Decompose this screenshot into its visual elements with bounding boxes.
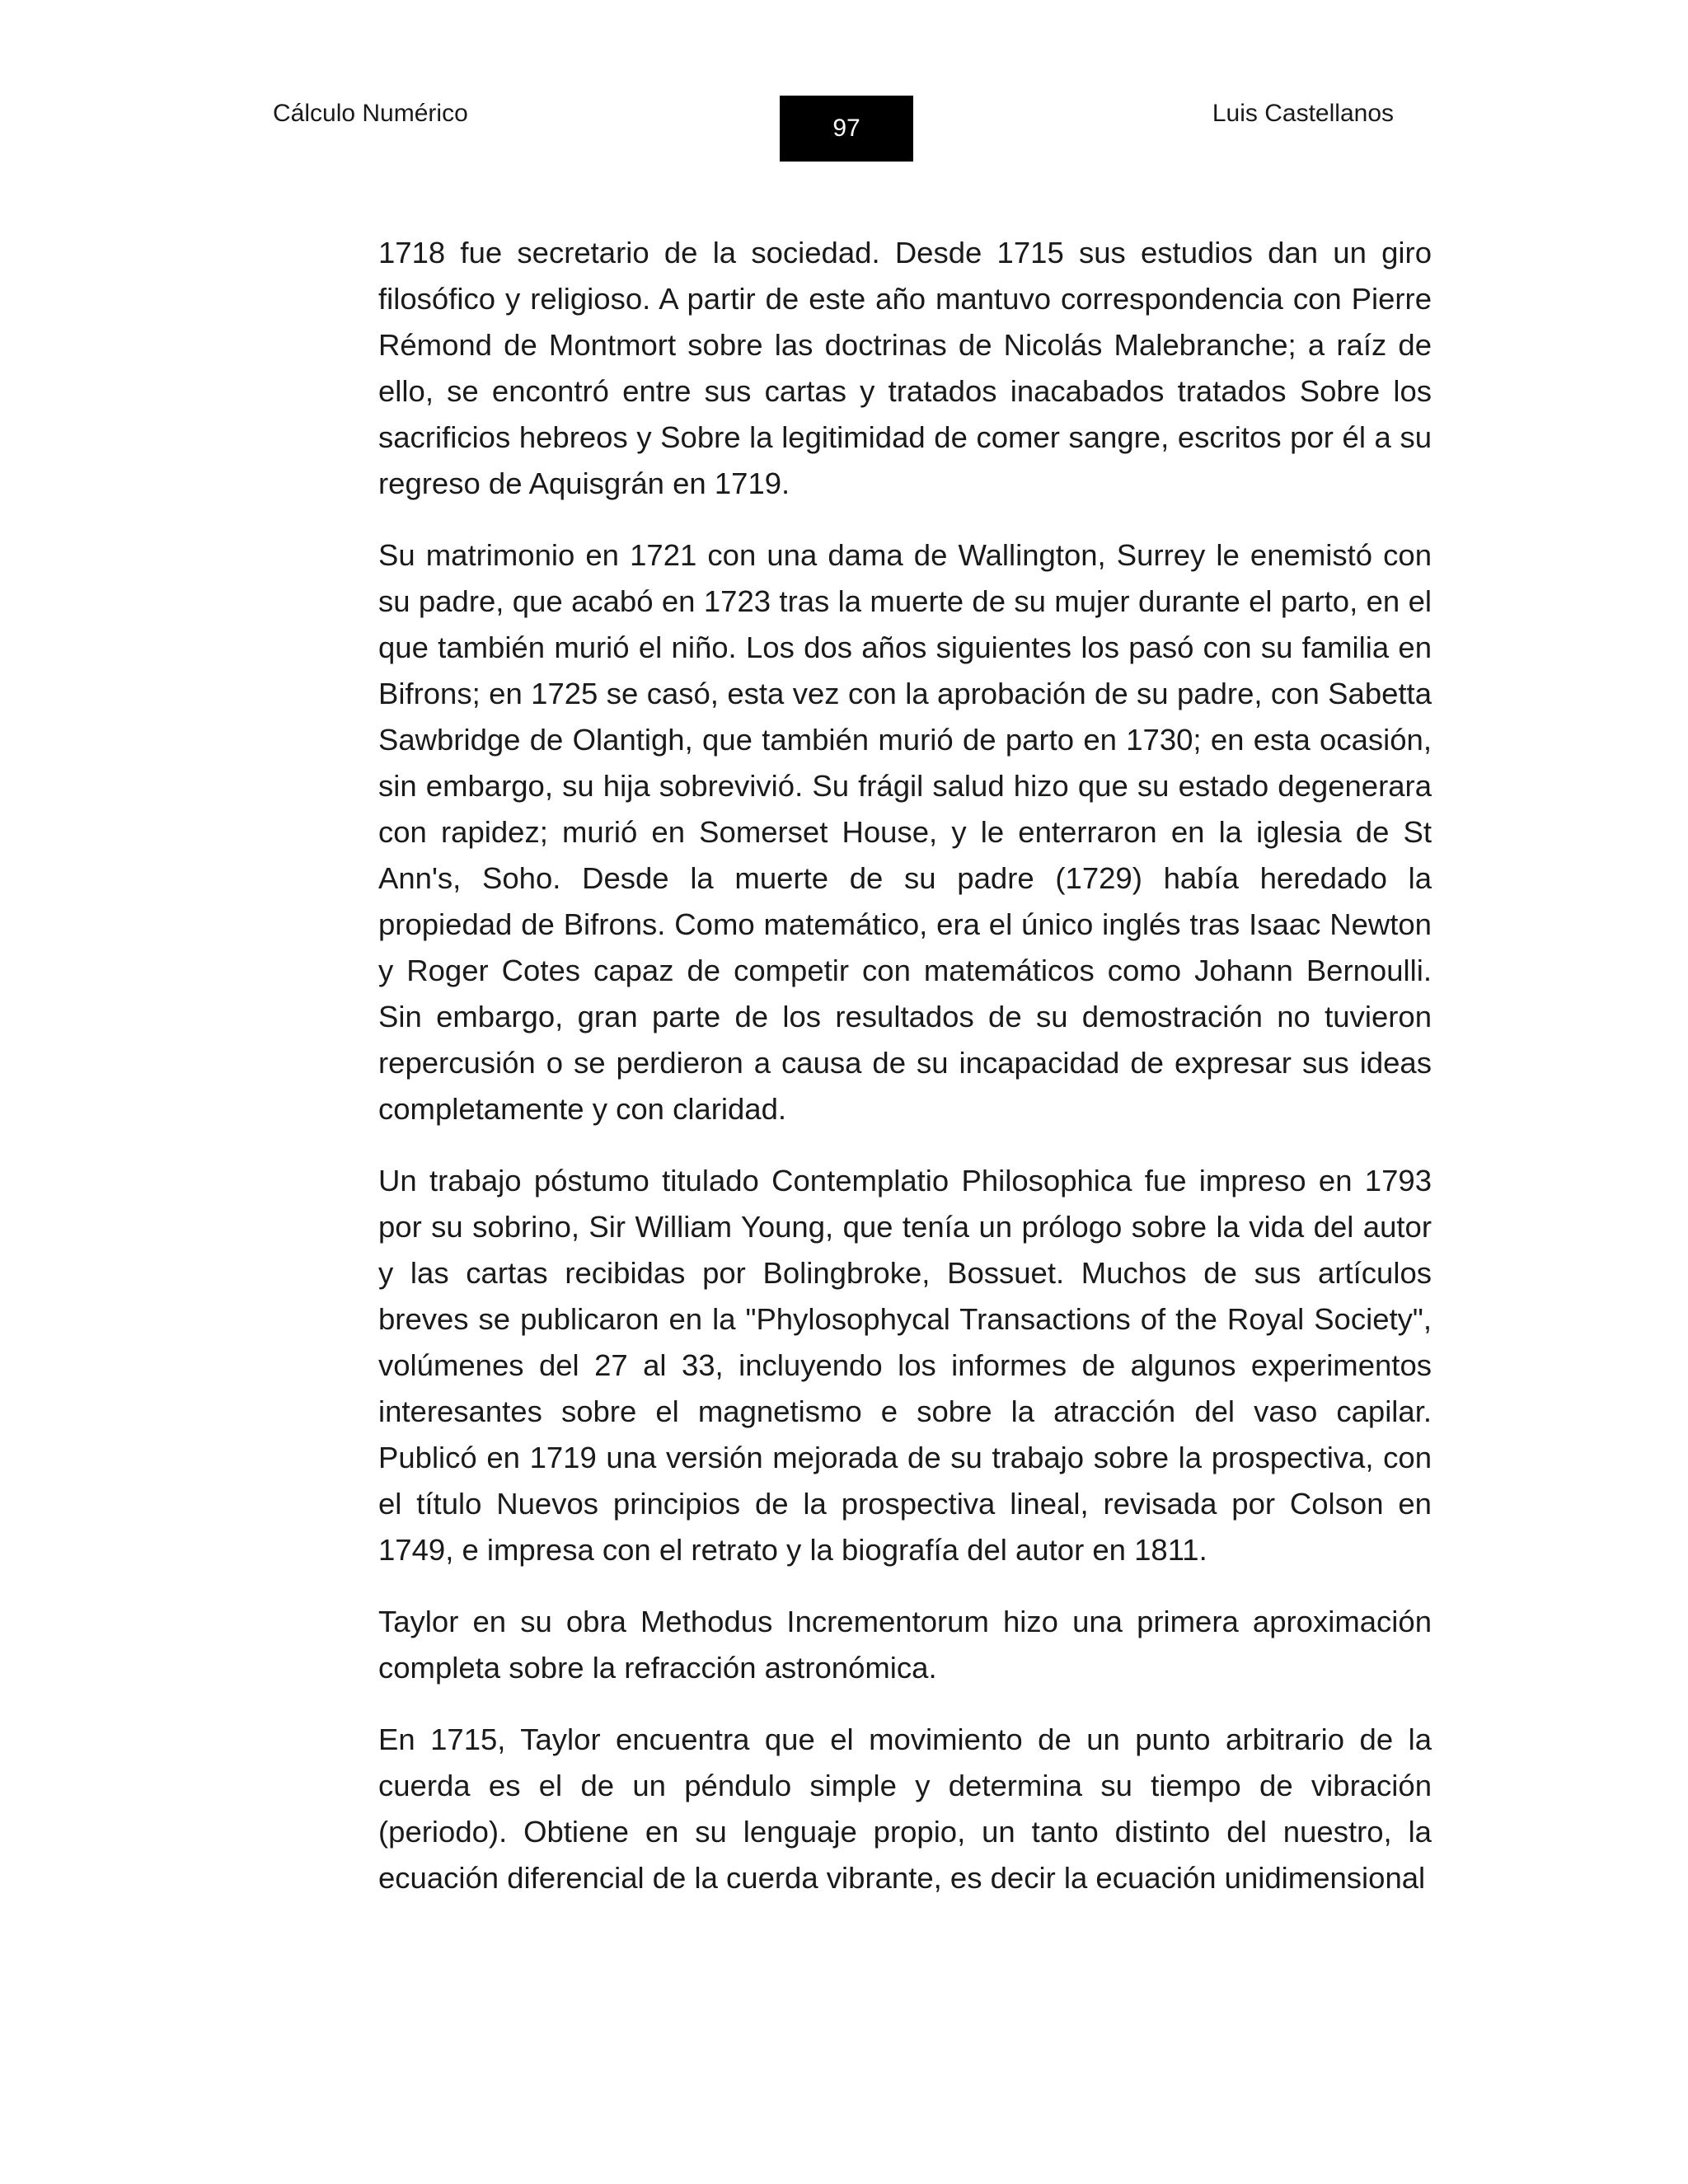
paragraph: Un trabajo póstumo titulado Contemplatio Philosophica fue impreso en 1793 por su sobrino, Sir William Young, que tenía un prólogo sobre la vida del autor y las cartas recibidas por Bolingbroke, Bossuet. Muchos de sus artículos breves se publicaron en la "Phylosophycal Transactions of the Royal Society", volúmenes del 27 al 33, incluyendo los informes de algunos experimentos interesantes sobre el magnetismo e sobre la atracción del vaso capilar. Publicó en 1719 una versión mejorada de su trabajo sobre la prospectiva, con el título Nuevos principios de la prospectiva lineal, revisada por Colson en 1749, e impresa con el retrato y la biografía del autor en 1811.: [378, 1164, 1432, 1567]
paragraph: Su matrimonio en 1721 con una dama de Wallington, Surrey le enemistó con su padre, que acabó en 1723 tras la muerte de su mujer durante el parto, en el que también murió el niño. Los dos años siguientes los pasó con su familia en Bifrons; en 1725 se casó, esta vez con la aprobación de su padre, con Sabetta Sawbridge de Olantigh, que también murió de parto en 1730; en esta ocasión, sin embargo, su hija sobrevivió. Su frágil salud hizo que su estado degenerara con rapidez; murió en Somerset House, y le enterraron en la iglesia de St Ann's, Soho. Desde la muerte de su padre (1729) había heredado la propiedad de Bifrons. Como matemático, era el único inglés tras Isaac Newton y Roger Cotes capaz de competir con matemáticos como Johann Bernoulli. Sin embargo, gran parte de los resultados de su demostración no tuvieron repercusión o se perdieron a causa de su incapacidad de expresar sus ideas completamente y con claridad.: [378, 538, 1432, 1126]
paragraph: En 1715, Taylor encuentra que el movimiento de un punto arbitrario de la cuerda es el de un péndulo simple y determina su tiempo de vibración (periodo). Obtiene en su lenguaje propio, un tanto distinto del nuestro, la ecuación diferencial de la cuerda vibrante, es decir la ecuación unidimensional: [378, 1722, 1432, 1895]
document-title: Cálculo Numérico: [273, 100, 468, 127]
page-number-box: [780, 96, 913, 162]
paragraph: 1718 fue secretario de la sociedad. Desde 1715 sus estudios dan un giro filosófico y religioso. A partir de este año mantuvo correspondencia con Pierre Rémond de Montmort sobre las doctrinas de Nicolás Malebranche; a raíz de ello, se encontró entre sus cartas y tratados inacabados tratados Sobre los sacrificios hebreos y Sobre la legitimidad de comer sangre, escritos por él a su regreso de Aquisgrán en 1719.: [378, 236, 1432, 500]
page-number: 97: [832, 115, 860, 142]
paragraph: Taylor en su obra Methodus Incrementorum hizo una primera aproximación completa sobre la refracción astronómica.: [378, 1605, 1432, 1685]
author-name: Luis Castellanos: [1212, 100, 1394, 127]
page-body: [378, 230, 1432, 1927]
